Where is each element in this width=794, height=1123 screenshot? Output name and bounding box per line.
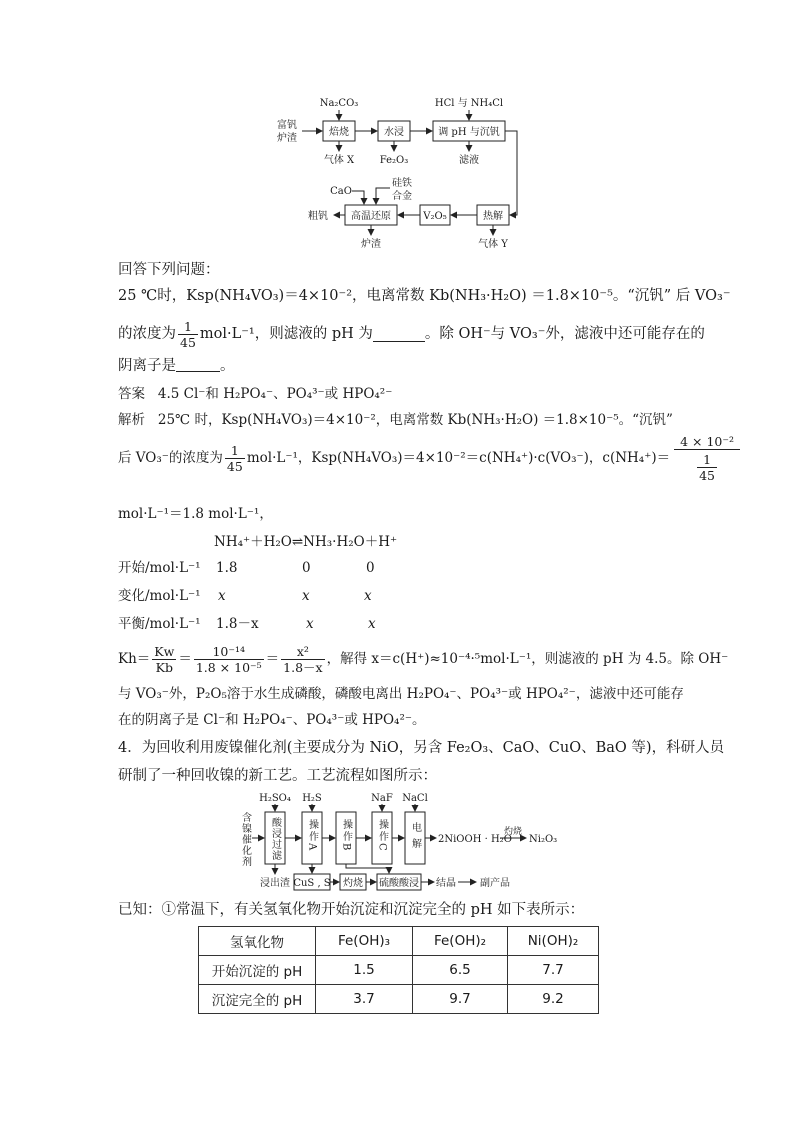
kh-fraction-1 [152, 644, 176, 675]
question-line-3b: 。 [220, 358, 235, 374]
reagent-na2co3: Na₂CO₃ [319, 98, 359, 109]
explain-line-3: mol·L⁻¹＝1.8 mol·L⁻¹， [118, 506, 273, 522]
table-cell: 3.7 [316, 985, 413, 1014]
answer-line [118, 384, 392, 404]
question-line-2 [118, 316, 705, 352]
fraction-denominator: 45 [180, 334, 196, 350]
step-sulfuric-acid-leach: 硫酸酸浸 [379, 878, 419, 889]
table-cell: 6.5 [413, 956, 508, 985]
known-line: 已知：①常温下，有关氢氧化物开始沉淀和沉淀完全的 pH 如下表所示： [118, 902, 585, 918]
q4-line-2: 研制了一种回收镍的新工艺。工艺流程如图所示： [118, 768, 437, 784]
inner-numerator: 1 [697, 452, 717, 468]
explain-line-2 [118, 433, 742, 483]
output-gas-x: 气体 X [323, 155, 355, 166]
reagent-nacl: NaCl [402, 793, 428, 804]
table-header-row [199, 927, 599, 956]
question-intro: 回答下列问题： [118, 262, 220, 278]
kh-fraction-3 [281, 644, 324, 675]
reagent-cao: CaO [330, 186, 352, 197]
ice-row-start-label: 开始/mol·L⁻¹ [118, 560, 201, 576]
table-cell: 9.2 [508, 985, 599, 1014]
step-burn: 灼烧 [343, 878, 363, 889]
explain-last-2: 在的阴离子是 Cl⁻和 H₂PO₄⁻、PO₄³⁻或 HPO₄²⁻。 [118, 712, 426, 728]
fraction-denominator [674, 450, 740, 483]
reagent-h2so4: H₂SO₄ [259, 793, 291, 804]
question-line-2b: mol·L⁻¹，则滤液的 pH 为 [199, 326, 373, 342]
step-operation-c: 操作C [376, 819, 388, 853]
question-line-2a: 的浓度为 [118, 326, 176, 342]
fraction-1-45 [178, 319, 198, 350]
explain-l2b: mol·L⁻¹，Ksp(NH₄VO₃)＝4×10⁻²＝c(NH₄⁺)·c(VO₃⁻)，c(NH₄⁺)＝ [246, 450, 671, 466]
explain-l2a: 后 VO₃⁻的浓度为 [118, 450, 223, 466]
reagent-h2s: H₂S [302, 793, 322, 804]
output-leach-residue: 浸出渣 [260, 878, 290, 889]
explain-line-1 [118, 410, 673, 430]
table-row [199, 985, 599, 1014]
fraction-numerator: 1 [178, 319, 198, 335]
label-burn-arrow: 灼烧 [503, 827, 523, 837]
question-line-2c: 。除 OH⁻与 VO₃⁻外，滤液中还可能存在的 [424, 326, 705, 342]
fraction-denominator: Kb [155, 659, 173, 675]
output-cus-s: CuS , S [293, 878, 331, 889]
table-cell: 开始沉淀的 pH [199, 956, 316, 985]
ice-eq-1: x [306, 616, 314, 632]
explain-fraction-nh4 [674, 434, 740, 483]
table-header: Ni(OH)₂ [508, 927, 599, 956]
reagent-sife-2: 合金 [392, 191, 412, 202]
ice-eq-2: x [368, 616, 376, 632]
step-crystallize: 结晶 [436, 878, 456, 889]
kh-suffix: ，解得 x＝c(H⁺)≈10⁻⁴·⁵mol·L⁻¹，则滤液的 pH 为 4.5。除 OH⁻ [326, 651, 729, 667]
output-byproduct: 副产品 [480, 878, 510, 889]
table-cell: 9.7 [413, 985, 508, 1014]
step-adjust-ph: 调 pH 与沉钒 [438, 127, 500, 138]
ice-change-2: x [364, 588, 372, 604]
ice-start-2: 0 [366, 560, 375, 576]
kh-line: Kh＝ $\frac{Kw}{Kb}$ ＝ $\frac{\text{10⁻¹⁴}}{\text{1.8 × 10⁻⁵}}$ ＝ $\frac{\text{x²}}{1.8-x}$ ，解得 x＝c(H⁺)≈10⁻⁴·⁵mol·L⁻¹，则滤液的 pH 为 4.5。除 OH⁻ [118, 643, 729, 675]
ice-row-change-label: 变化/mol·L⁻¹ [118, 588, 201, 604]
equilibrium-equation: NH₄⁺＋H₂O⇌NH₃·H₂O＋H⁺ [214, 534, 398, 550]
reagent-hcl-nh4cl: HCl 与 NH₄Cl [434, 98, 504, 109]
product-nioOH: 2NiOOH · H₂O [438, 834, 512, 845]
q4-line-1: 4．为回收利用废镍催化剂(主要成分为 NiO，另含 Fe₂O₃、CaO、CuO、BaO 等)，科研人员 [118, 740, 725, 756]
reagent-naf: NaF [371, 793, 393, 804]
output-slag: 炉渣 [361, 239, 381, 250]
input-vanadium-slag-1: 富钒 [277, 120, 297, 131]
step-pyrolysis: 热解 [483, 211, 503, 222]
answer-blank-anion[interactable] [176, 357, 220, 372]
vanadium-flowchart [0, 0, 794, 260]
kh-fraction-2 [194, 644, 264, 675]
output-crude-vanadium: 粗钒 [308, 211, 328, 222]
explain-fraction-1-45 [225, 443, 245, 474]
answer-blank-ph[interactable] [373, 327, 425, 342]
step-roast: 焙烧 [329, 127, 349, 138]
explain-l1: 25℃ 时，Ksp(NH₄VO₃)＝4×10⁻²，电离常数 Kb(NH₃·H₂O) ＝1.8×10⁻⁵。“沉钒” [157, 412, 673, 428]
step-acid-leach-filter: 酸浸过滤 [269, 817, 281, 861]
step-electrolysis: 电解 [409, 822, 421, 854]
reagent-sife-1: 硅铁 [392, 178, 412, 189]
question-line-3a: 阴离子是 [118, 358, 176, 374]
input-vanadium-slag-2: 炉渣 [277, 133, 297, 144]
ice-row-eq-label: 平衡/mol·L⁻¹ [118, 616, 201, 632]
explain-last-1: 与 VO₃⁻外，P₂O₅溶于水生成磷酸，磷酸电离出 H₂PO₄⁻、PO₄³⁻或 HPO₄²⁻，滤液中还可能存 [118, 686, 684, 702]
ice-change-1: x [302, 588, 310, 604]
intermediate-v2o5: V₂O₅ [423, 211, 447, 222]
output-filtrate: 滤液 [459, 155, 479, 166]
nickel-flowchart [0, 790, 794, 902]
step-high-temp-reduce: 高温还原 [351, 211, 391, 222]
answer-text: 4.5 Cl⁻和 H₂PO₄⁻、PO₄³⁻或 HPO₄²⁻ [157, 386, 393, 402]
answer-label: 答案 [118, 386, 145, 402]
step-water-leach: 水浸 [384, 127, 404, 138]
step-operation-a: 操作A [306, 819, 318, 853]
ice-start-0: 1.8 [216, 560, 238, 576]
question-line-3 [118, 356, 235, 376]
fraction-numerator: x² [281, 644, 324, 660]
hydroxide-ph-table [198, 926, 599, 1014]
table-cell: 7.7 [508, 956, 599, 985]
ice-start-1: 0 [302, 560, 311, 576]
fraction-denominator: 1.8－x [283, 659, 323, 675]
table-header: Fe(OH)₃ [316, 927, 413, 956]
ice-eq-0: 1.8－x [216, 616, 259, 632]
explain-label: 解析 [118, 412, 145, 428]
output-fe2o3: Fe₂O₃ [379, 155, 409, 166]
question-line-1: 25 ℃时，Ksp(NH₄VO₃)＝4×10⁻²，电离常数 Kb(NH₃·H₂O) ＝1.8×10⁻⁵。“沉钒” 后 VO₃⁻ [118, 288, 731, 304]
fraction-numerator: 1 [225, 443, 245, 459]
table-row [199, 956, 599, 985]
table-cell: 1.5 [316, 956, 413, 985]
output-gas-y: 气体 Y [478, 239, 508, 250]
ice-change-0: x [218, 588, 226, 604]
kh-prefix: Kh＝ [118, 651, 151, 667]
fraction-numerator: 10⁻¹⁴ [194, 644, 264, 660]
table-header: 氢氧化物 [199, 927, 316, 956]
fraction-numerator: Kw [154, 643, 175, 659]
fraction-denominator: 45 [226, 458, 243, 474]
table-header: Fe(OH)₂ [413, 927, 508, 956]
product-ni2o3: Ni₂O₃ [529, 834, 558, 845]
step-operation-b: 操作B [340, 819, 352, 853]
fraction-numerator: 4 × 10⁻² [674, 434, 740, 450]
input-nickel-catalyst: 含镍催化剂 [239, 812, 251, 867]
fraction-denominator: 1.8 × 10⁻⁵ [195, 659, 262, 675]
inner-denominator: 45 [699, 467, 715, 483]
table-cell: 沉淀完全的 pH [199, 985, 316, 1014]
